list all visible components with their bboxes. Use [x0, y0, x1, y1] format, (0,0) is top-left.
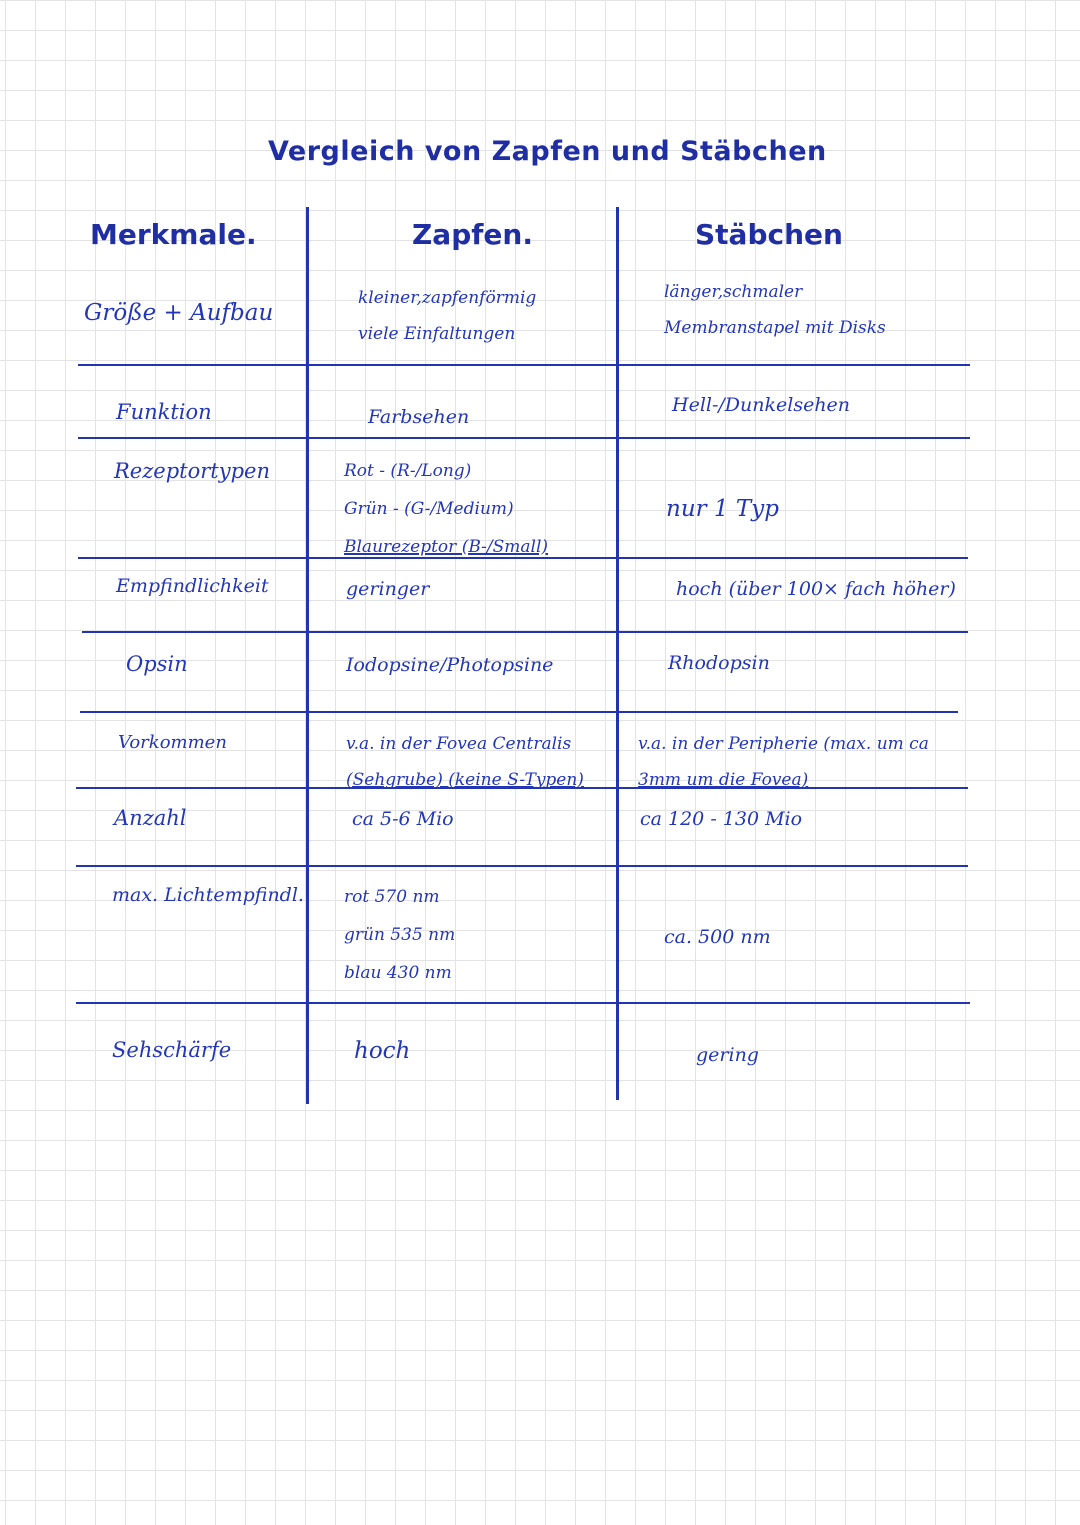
cell-line: Blaurezeptor (B-/Small)	[344, 537, 549, 557]
cell-line: Rot - (R-/Long)	[344, 461, 472, 481]
cell-vorkommen-staebchen	[638, 726, 929, 798]
cell-line: blau 430 nm	[344, 963, 452, 983]
cell-rezeptortypen-staebchen: nur 1 Typ	[666, 496, 779, 522]
cell-line: (Sehgrube) (keine S-Typen)	[346, 770, 584, 790]
row-label-anzahl: Anzahl	[114, 806, 187, 830]
cell-licht-zapfen	[344, 878, 455, 992]
header-staebchen: Stäbchen	[695, 218, 843, 251]
cell-licht-staebchen: ca. 500 nm	[664, 926, 771, 948]
row-label-groesse: Größe + Aufbau	[84, 300, 274, 326]
cell-anzahl-zapfen: ca 5-6 Mio	[352, 808, 454, 830]
cell-funktion-staebchen: Hell-/Dunkelsehen	[672, 394, 851, 416]
cell-anzahl-staebchen: ca 120 - 130 Mio	[640, 808, 803, 830]
cell-line: Grün - (G-/Medium)	[344, 499, 514, 519]
cell-empfindlichkeit-staebchen: hoch (über 100× fach höher)	[676, 578, 956, 600]
column-divider-1	[306, 207, 309, 1104]
cell-line: viele Einfaltungen	[358, 324, 516, 344]
cell-line: rot 570 nm	[344, 887, 440, 907]
cell-line: grün 535 nm	[344, 925, 456, 945]
row-divider	[76, 1002, 970, 1004]
row-divider	[80, 711, 958, 713]
cell-empfindlichkeit-zapfen: geringer	[346, 578, 430, 600]
row-divider	[82, 631, 968, 633]
cell-sehschaerfe-staebchen: gering	[696, 1044, 759, 1066]
cell-funktion-zapfen: Farbsehen	[368, 406, 470, 428]
header-zapfen: Zapfen.	[412, 218, 533, 251]
row-label-empfindlichkeit: Empfindlichkeit	[116, 575, 269, 597]
row-label-funktion: Funktion	[116, 400, 212, 424]
page-title: Vergleich von Zapfen und Stäbchen	[268, 136, 827, 167]
row-divider	[78, 364, 970, 366]
cell-line: länger,schmaler	[664, 282, 803, 302]
header-merkmale: Merkmale.	[90, 218, 257, 251]
cell-line: v.a. in der Peripherie (max. um ca	[638, 734, 929, 754]
row-divider	[76, 865, 968, 867]
cell-groesse-zapfen	[358, 280, 536, 352]
cell-line: kleiner,zapfenförmig	[358, 288, 537, 308]
cell-line: v.a. in der Fovea Centralis	[346, 734, 572, 754]
row-label-rezeptortypen: Rezeptortypen	[114, 459, 270, 483]
cell-groesse-staebchen	[664, 274, 886, 346]
row-label-licht: max. Lichtempfindl.	[112, 884, 304, 906]
column-divider-2	[616, 207, 619, 1100]
row-label-opsin: Opsin	[126, 652, 188, 676]
cell-rezeptortypen-zapfen	[344, 452, 548, 566]
row-divider	[78, 437, 970, 439]
cell-sehschaerfe-zapfen: hoch	[354, 1038, 411, 1064]
row-label-vorkommen: Vorkommen	[118, 732, 227, 753]
cell-opsin-staebchen: Rhodopsin	[668, 652, 770, 674]
cell-opsin-zapfen: Iodopsine/Photopsine	[346, 654, 554, 676]
cell-line: 3mm um die Fovea)	[638, 770, 809, 790]
cell-vorkommen-zapfen	[346, 726, 584, 798]
row-label-sehschaerfe: Sehschärfe	[112, 1038, 232, 1062]
cell-line: Membranstapel mit Disks	[664, 318, 886, 338]
